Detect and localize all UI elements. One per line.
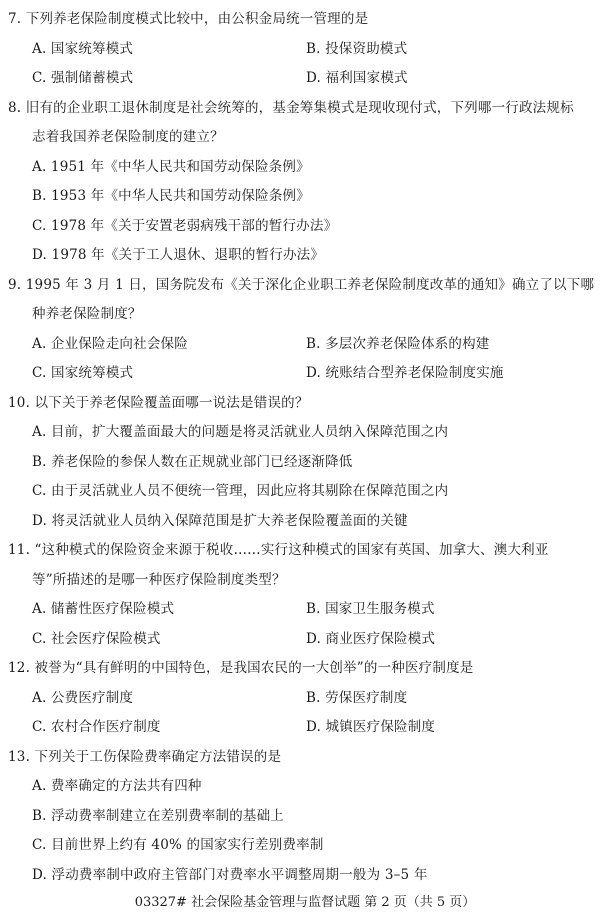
- question-8-option-b: B. 1953 年《中华人民共和国劳动保险条例》: [32, 188, 310, 204]
- question-12-option-a: A. 公费医疗制度: [32, 690, 134, 706]
- question-12-option-c: C. 农村合作医疗制度: [32, 719, 161, 735]
- question-9-stem-cont: 种养老保险制度？: [32, 306, 142, 322]
- question-11-option-b: B. 国家卫生服务模式: [306, 601, 435, 617]
- question-8-option-d: D. 1978 年《关于工人退休、退职的暂行办法》: [32, 247, 325, 263]
- question-10-option-a: A. 目前，扩大覆盖面最大的问题是将灵活就业人员纳入保障范围之内: [32, 424, 449, 440]
- question-13-option-a: A. 费率确定的方法共有四种: [32, 778, 202, 794]
- question-9-option-b: B. 多层次养老保险体系的构建: [306, 336, 490, 352]
- question-10-option-d: D. 将灵活就业人员纳入保障范围是扩大养老保险覆盖面的关键: [32, 513, 408, 529]
- question-11-option-c: C. 社会医疗保险模式: [32, 631, 161, 647]
- question-9-option-a: A. 企业保险走向社会保险: [32, 336, 188, 352]
- question-12-stem: 12. 被誉为“具有鲜明的中国特色，是我国农民的一大创举”的一种医疗制度是: [8, 660, 474, 676]
- question-10-option-b: B. 养老保险的参保人数在正规就业部门已经逐渐降低: [32, 454, 353, 470]
- page-footer: 03327# 社会保险基金管理与监督试题 第 2 页（共 5 页）: [134, 895, 476, 910]
- question-7-stem: 7. 下列养老保险制度模式比较中，由公积金局统一管理的是: [8, 11, 369, 27]
- question-13-option-c: C. 目前世界上约有 40% 的国家实行差别费率制: [32, 837, 324, 853]
- question-13-stem: 13. 下列关于工伤保险费率确定方法错误的是: [8, 749, 282, 765]
- question-9-option-d: D. 统账结合型养老保险制度实施: [306, 365, 504, 381]
- question-8-stem: 8. 旧有的企业职工退休制度是社会统筹的，基金筹集模式是现收现付式，下列哪一行政法规标: [8, 100, 574, 116]
- question-9-option-c: C. 国家统筹模式: [32, 365, 134, 381]
- question-7-option-a: A. 国家统筹模式: [32, 41, 134, 57]
- question-8-option-a: A. 1951 年《中华人民共和国劳动保险条例》: [32, 159, 310, 175]
- question-12-option-d: D. 城镇医疗保险制度: [306, 719, 436, 735]
- question-13-option-b: B. 浮动费率制建立在差别费率制的基础上: [32, 808, 285, 824]
- question-7-option-b: B. 投保资助模式: [306, 41, 408, 57]
- question-11-option-d: D. 商业医疗保险模式: [306, 631, 436, 647]
- question-8-option-c: C. 1978 年《关于安置老弱病残干部的暂行办法》: [32, 218, 338, 234]
- question-9-stem: 9. 1995 年 3 月 1 日，国务院发布《关于深化企业职工养老保险制度改革的通知》确立了以下哪: [8, 277, 595, 293]
- question-11-stem: 11. “这种模式的保险资金来源于税收……实行这种模式的国家有英国、加拿大、澳大利亚: [8, 542, 549, 558]
- question-10-stem: 10. 以下关于养老保险覆盖面哪一说法是错误的？: [8, 395, 309, 411]
- question-7-option-d: D. 福利国家模式: [306, 70, 408, 86]
- question-13-option-d: D. 浮动费率制中政府主管部门对费率水平调整周期一般为 3–5 年: [32, 867, 428, 883]
- question-11-option-a: A. 储蓄性医疗保险模式: [32, 601, 175, 617]
- question-11-stem-cont: 等”所描述的是哪一种医疗保险制度类型？: [32, 572, 286, 588]
- question-7-option-c: C. 强制储蓄模式: [32, 70, 134, 86]
- question-10-option-c: C. 由于灵活就业人员不便统一管理，因此应将其剔除在保障范围之内: [32, 483, 449, 499]
- question-12-option-b: B. 劳保医疗制度: [306, 690, 408, 706]
- question-8-stem-cont: 志着我国养老保险制度的建立？: [32, 129, 224, 145]
